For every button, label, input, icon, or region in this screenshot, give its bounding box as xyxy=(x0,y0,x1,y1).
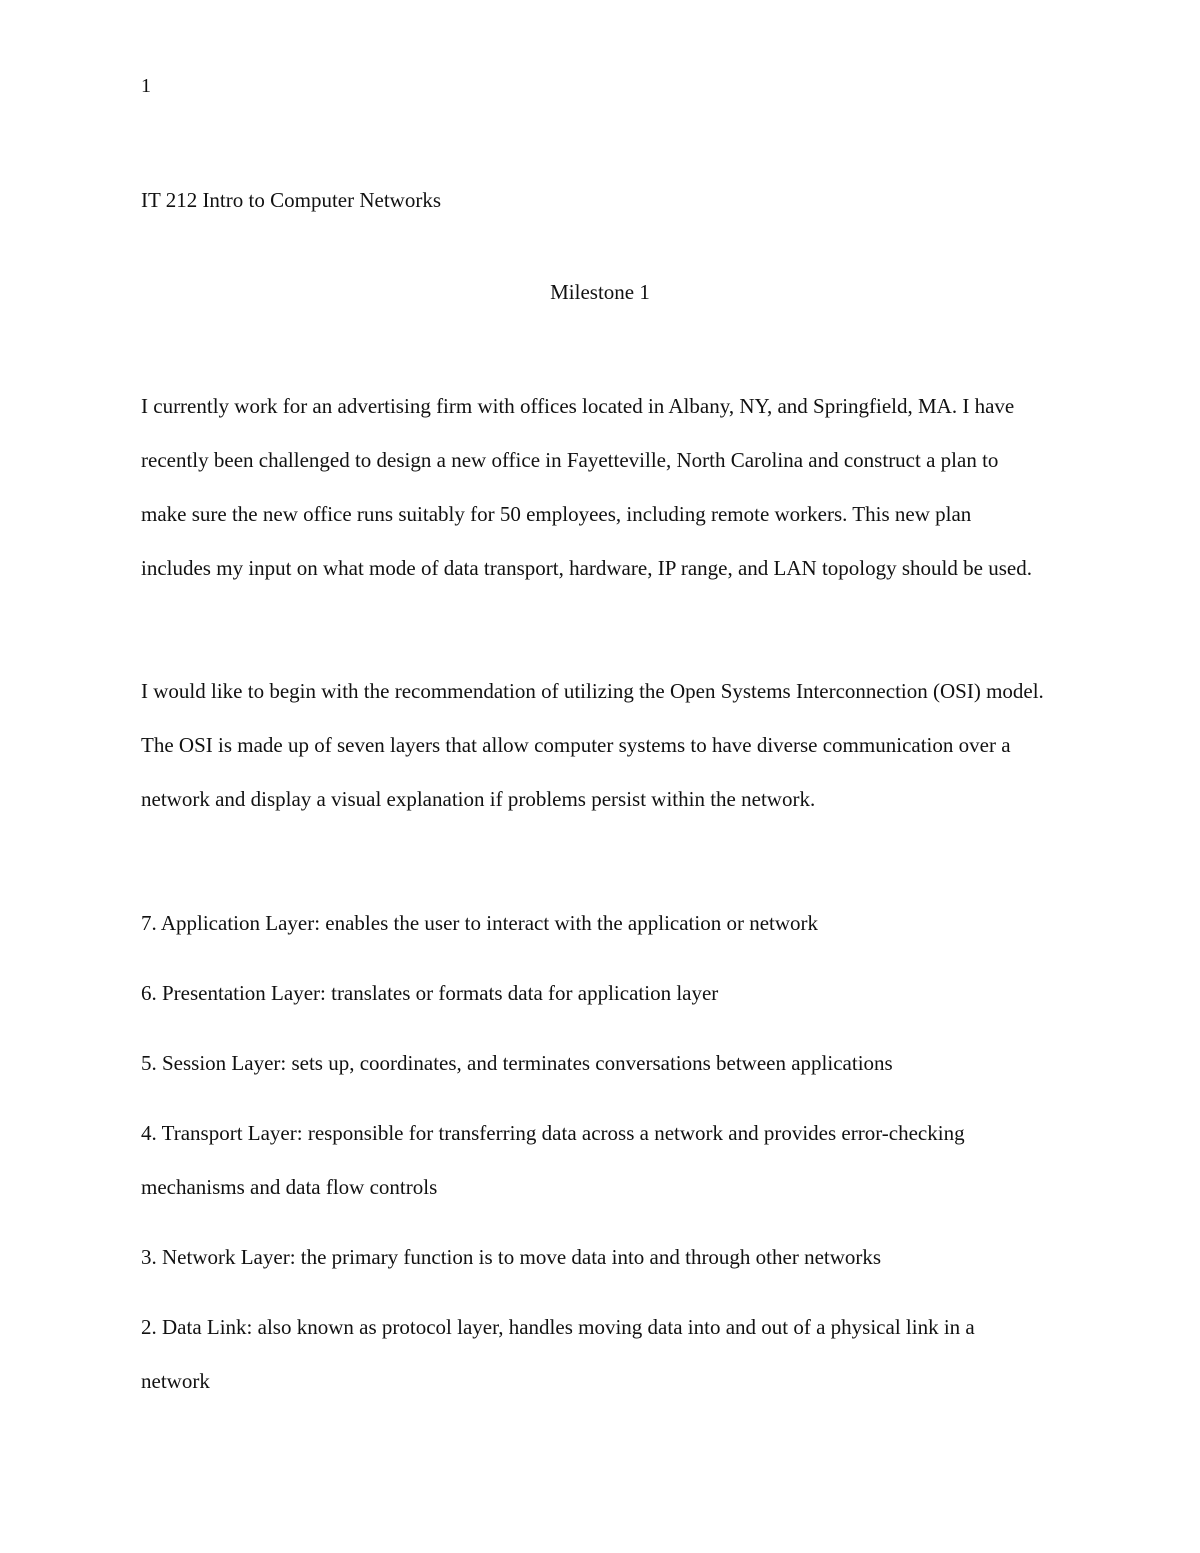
osi-layer-3-item: 3. Network Layer: the primary function is to move data into and through other networks xyxy=(141,1245,882,1269)
page-number: 1 xyxy=(141,75,151,97)
osi-layer-4-item: 4. Transport Layer: responsible for transferring data across a network and provides error-checking mechanisms and data flow controls xyxy=(141,1121,965,1199)
osi-layer-5-item: 5. Session Layer: sets up, coordinates, and terminates conversations between applications xyxy=(141,1051,893,1075)
osi-layer-6-item: 6. Presentation Layer: translates or formats data for application layer xyxy=(141,981,719,1005)
intro-paragraph: I currently work for an advertising firm with offices located in Albany, NY, and Springfield, MA. I have recently been challenged to design a new office in Fayetteville, North Carolina and construct a plan to make sure the new office runs suitably for 50 employees, including remote workers. This new plan includes my input on what mode of data transport, hardware, IP range, and LAN topology should be used. xyxy=(141,394,1032,580)
osi-layer-2-item: 2. Data Link: also known as protocol layer, handles moving data into and out of a physical link in a network xyxy=(141,1315,975,1393)
osi-layer-7-item: 7. Application Layer: enables the user to interact with the application or network xyxy=(141,911,819,935)
course-title: IT 212 Intro to Computer Networks xyxy=(141,188,441,212)
osi-paragraph: I would like to begin with the recommendation of utilizing the Open Systems Interconnection (OSI) model. The OSI is made up of seven layers that allow computer systems to have diverse communication over a network and display a visual explanation if problems persist within the network. xyxy=(141,679,1044,811)
milestone-title: Milestone 1 xyxy=(550,280,650,304)
